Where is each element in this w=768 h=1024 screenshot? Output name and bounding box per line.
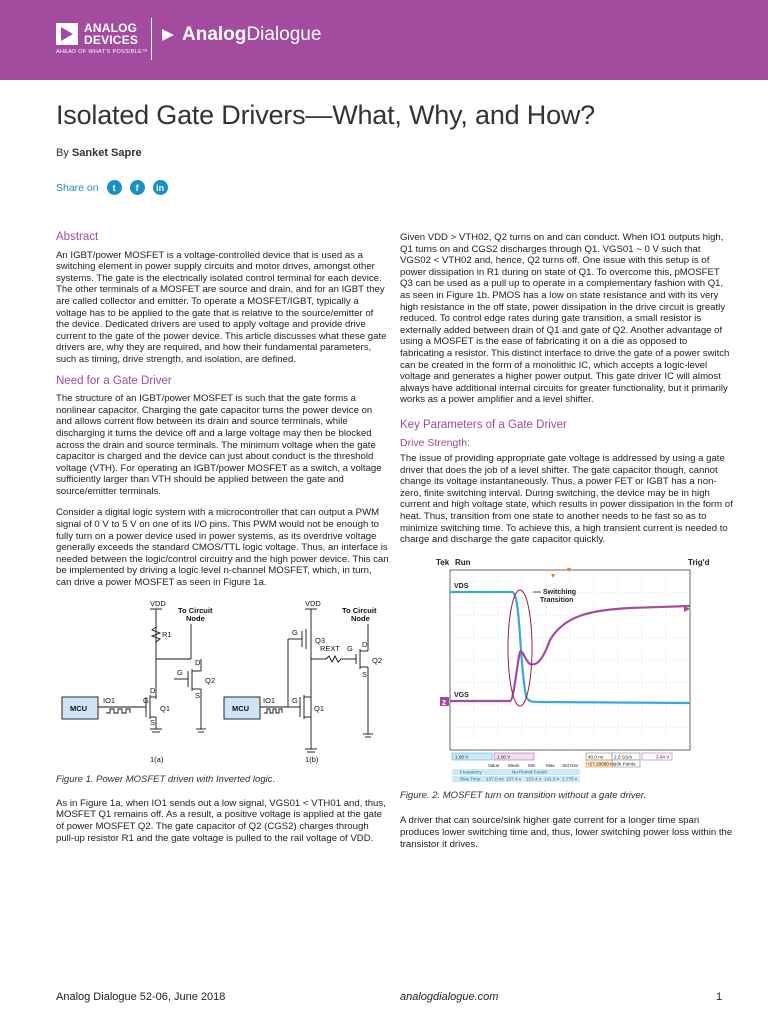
adi-logo[interactable] [56,22,138,46]
fig1a-mcu-label: MCU [70,703,88,713]
figure-1-caption: Figure 1. Power MOSFET driven with Inverted logic. [56,774,276,786]
scope-screen [400,556,733,788]
header-divider [151,18,152,60]
scope-transition-label: Transition [540,596,574,604]
fig1a-sub-label: 1(a) [150,754,164,764]
fig1a-r1-label: R1 [162,629,172,639]
fig1b-io1-label: IO1 [263,695,276,705]
right-column [400,232,733,860]
left-column [56,232,389,854]
stats-header-value: Value [488,762,500,768]
figure-1 [56,599,389,786]
fig1b-q3-label: Q3 [315,635,326,645]
figure-1-schematic [56,599,389,769]
fig1a-to-circuit-label: To Circuit [178,605,213,615]
stats-rise-min: 133.4 n [526,776,542,782]
fig1b-node-label: Node [351,613,370,623]
brand-light: Dialogue [246,24,322,45]
stats-header-stddev: Std Dev [562,762,579,768]
abstract-heading: Abstract [56,231,99,243]
scope-vgs-label: VGS [454,691,469,699]
stats-header-mean: Mean [508,762,520,768]
adi-logo-line1: ANALOG [84,21,138,35]
adi-triangle-icon [56,23,78,45]
scope-switching-label: Switching [543,588,577,596]
abstract-text: An IGBT/power MOSFET is a voltage-controlled device that is used as a switching element in power supply circuits and motor drives, amongst other systems. The gate is the electrically isolated control terminal for each device. The other terminals of a MOSFET are source and drain, and for an IGBT they are called collector and emitter. To operate a MOSFET/IGBT, typically a voltage has to be applied to the gate that is relative to the source/emitter of the device. Dedicated drivers are used to apply voltage and provide drive current to the gate of the power device. This article discusses what these gate drivers are, why they are required, and how their fundamental parameters, such as timing, drive strength, and isolation, are defined. [56,249,387,365]
fig1a-io1-label: IO1 [103,695,116,705]
linkedin-icon[interactable]: in [153,180,168,195]
after-figure-paragraph: As in Figure 1a, when IO1 sends out a low signal, VGS01 < VTH01 and, thus, MOSFET Q1 remains off. As a result, a positive voltage is applied at the gate of power MOSFET Q2. The gate capacitor of Q2 (CGS2) charges through pull-up resistor R1 and the gate voltage is pulled to the rail voltage of VDD. [56,797,386,844]
fig1b-g2-label: G [347,643,353,653]
article-title: Isolated Gate Drivers—What, Why, and How? [56,100,595,130]
readout-ch2: 1.00 V [497,754,511,760]
figure-2-oscilloscope [400,556,733,788]
readout-time: 40.0 ns [588,754,604,760]
readout-position: +27.20000 ns [587,761,615,767]
scope-tek-label: Tek [436,557,450,567]
footer-site-link[interactable]: analogdialogue.com [400,991,499,1003]
readout-points: 10k Points [614,761,636,767]
byline [56,147,142,159]
fig1b-vdd-label: VDD [305,598,321,608]
fig1b-s2-label: S [362,669,368,679]
analog-dialogue-mark-icon [162,27,178,43]
brand-bold: Analog [182,24,247,45]
stats-frequency-label: Frequency [460,769,482,775]
stats-rise-max: 141.0 n [544,776,560,782]
fig1a-q2-label: Q2 [205,675,216,685]
fig1a-s2-label: S [195,690,201,700]
fig1a-node-label: Node [186,613,205,623]
stats-rise-stddev: 1.775 n [562,776,578,782]
need-paragraph-2: Consider a digital logic system with a microcontroller that can output a PWM signal of 0 V to 5 V on one of its I/O pins. This PWM would not be enough to fully turn on a power device used in power systems, as its overdrive voltage generally exceeds the standard CMOS/TTL logic voltage. Thus, an interface is needed between the logic/control circuitry and the high power device. This can be implemented by driving a logic level n-channel MOSFET, which, in turn, can drive a power MOSFET as seen in Figure 1a. [56,507,389,589]
readout-trigger: 3.04 V [656,754,670,760]
fig1a-d1-label: D [150,685,156,695]
by-label: By [56,147,69,159]
figure-2-caption: Figure. 2. MOSFET turn on transition without a gate driver. [400,789,647,801]
stats-rise-mean: 137.4 n [506,776,522,782]
fig1b-sub-label: 1(b) [305,754,319,764]
right-paragraph-3: A driver that can source/sink higher gate current for a longer time span produces lower switching time and, thus, lower switching power loss within the transistor it drives. [400,815,733,850]
readout-ch1: 1.00 V [455,754,469,760]
right-paragraph-1: Given VDD > VTH02, Q2 turns on and can conduct. When IO1 outputs high, Q1 turns on and CGS2 discharges through Q1. VGS01 ~ 0 V such that VGS02 < VTH02 and, hence, Q2 turns off. One issue with this setup is of power dissipation in R1 during on state of Q1. To overcome this, pMOSFET Q3 can be used as a pull up to operate in a complementary fashion with Q1, as seen in Figure 1b. PMOS has a low on state resistance and with its very high resistance in the off state, power dissipation in the drive circuit is greatly reduced. To control edge rates during gate transition, a small resistor is externally added between drain of Q1 and gate of Q2. Another advantage of using a MOSFET is the ease of fabricating it on a die as opposed to fabricating a resistor. This distinct interface to drive the gate of a power switch can be created in the form of a monolithic IC, which accepts a logic-level voltage and generates a higher power output. This gate driver IC will almost always have additional internal circuits for greater functionality, but it primarily works as a power amplifier and a level shifter. [400,232,730,406]
fig1b-mcu-label: MCU [232,703,250,713]
facebook-icon[interactable]: f [130,180,145,195]
right-paragraph-2: The issue of providing appropriate gate voltage is addressed by using a gate driver that does the job of a level shifter. The gate capacitor though, cannot change its voltage instantaneously. Thus, a power FET or IGBT has a non-zero, finite switching interval. During switching, the device may be in high current and high voltage state, which results in power dissipation in the form of heat. Thus, transition from one state to another needs to be fast so as to minimize switching time. To achieve this, a high transient current is needed to charge and discharge the gate capacitor quickly. [400,453,733,546]
fig1a-vdd-label: VDD [150,598,166,608]
fig1b-q2-label: Q2 [372,655,383,665]
header-banner [0,0,768,80]
drive-strength-heading: Drive Strength: [400,436,471,449]
fig1b-rext-label: REXT [320,643,341,653]
need-paragraph-1: The structure of an IGBT/power MOSFET is such that the gate forms a nonlinear capacitor. Charging the gate capacitor turns the power device on and allows current flow between its drain and source terminals, while discharging it turns the device off and a large voltage may then be blocked across the drain and source terminals. The minimum voltage when the gate capacitor is charged and the device can just about conduct is the threshold voltage (VTH). For operating an IGBT/power MOSFET as a switch, a voltage sufficiently larger than VTH should be applied between the gate and source/emitter terminals. [56,393,382,497]
fig1a-q1-label: Q1 [160,703,171,713]
fig1a-d2-label: D [195,657,201,667]
fig1b-g1-label: G [292,695,298,705]
readout-rate: 2.0 GS/s [614,754,632,760]
scope-vds-label: VDS [454,582,469,590]
ch2-marker-label: 2 [442,699,446,707]
adi-tagline: AHEAD OF WHAT'S POSSIBLE™ [56,49,148,55]
author-name[interactable]: Sanket Sapre [71,147,142,159]
page-number: 1 [716,991,723,1003]
fig1a-g2-label: G [177,667,183,677]
analog-dialogue-logo[interactable] [162,24,321,46]
stats-rise-label: Rise Time [460,776,481,782]
stats-header-max: Max [546,762,555,768]
stats-rise-value: 137.0 ns [486,776,504,782]
scope-trigd-label: Trig'd [688,557,710,567]
fig1b-g3-label: G [292,627,298,637]
need-heading: Need for a Gate Driver [56,374,172,387]
key-params-heading: Key Parameters of a Gate Driver [400,418,567,431]
twitter-icon[interactable]: t [107,180,122,195]
adi-logo-line2: DEVICES [84,33,139,47]
stats-frequency-value: No Period Found [512,769,547,775]
fig1b-to-circuit-label: To Circuit [342,605,377,615]
stats-header-min: Min [528,762,536,768]
fig1b-d2-label: D [362,639,368,649]
footer-issue: Analog Dialogue 52-06, June 2018 [56,991,226,1003]
share-label: Share on [56,181,99,194]
fig1a-s1-label: S [150,717,156,727]
share-bar [56,180,168,195]
fig1a-g1-label: G [143,695,149,705]
scope-run-label: Run [455,557,471,567]
fig1b-q1-label: Q1 [314,703,325,713]
